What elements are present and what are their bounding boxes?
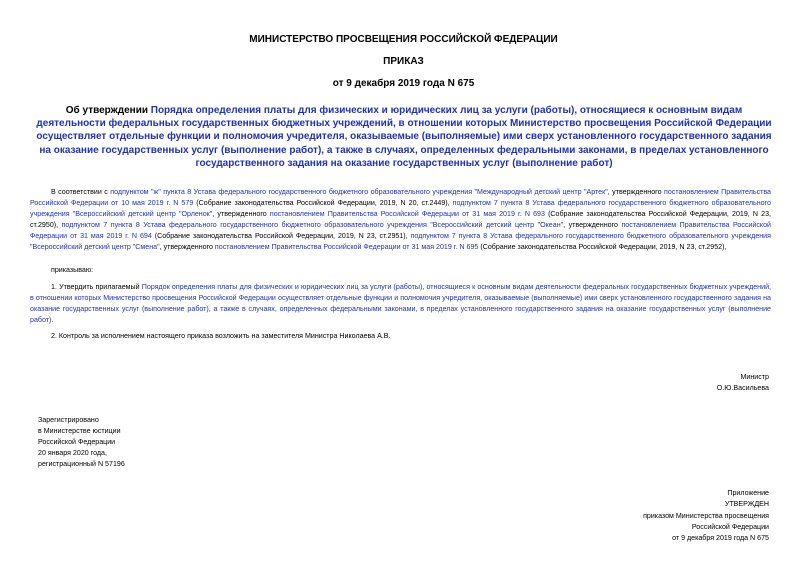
- registration-block: [38, 415, 125, 470]
- registration-line: регистрационный N 57196: [38, 460, 125, 468]
- signatory-name: О.Ю.Васильева: [716, 384, 769, 392]
- registration-line: 20 января 2020 года,: [38, 449, 107, 457]
- title-prefix: Об утверждении: [65, 105, 151, 116]
- preamble-text: (Собрание законодательства Российской Федерации, 2019, N 23, ст.2952),: [478, 243, 727, 251]
- preamble-text: (Собрание законодательства Российской Федерации, 2019, N 23, ст.2950),: [30, 210, 772, 229]
- title-order-link[interactable]: Порядка определения платы для физических и юридических лиц за услуги (работы), относящиеся к основным видам деятельности федеральных государственных бюджетных учреждений, в отношении которых Министерство просвещения Российской Федерации осуществляет отдельные функции и полномочия учредителя, оказываемые (выполняемые) ими сверх установленного государственного задания на оказание государственных услуг (выполнение работ), а также в случаях, определенных федеральными законами, в пределах установленного государственного задания на оказание государственных услуг (выполнение работ): [36, 105, 772, 169]
- order-word: приказываю:: [51, 266, 94, 274]
- preamble-text: В соответствии с: [51, 188, 111, 196]
- link-resolution-694[interactable]: постановлением Правительства Российской Федерации от 31 мая 2019 г. N 694: [30, 221, 771, 240]
- signatory-position: Министр: [740, 373, 769, 381]
- preamble-text: , утвержденного: [212, 210, 270, 218]
- approval-line: приказом Министерства просвещения: [643, 511, 769, 520]
- preamble-text: (Собрание законодательства Российской Федерации, 2019, N 20, ст.2449),: [193, 199, 453, 207]
- approval-line: Российской Федерации: [691, 522, 769, 531]
- link-resolution-693[interactable]: постановлением Правительства Российской Федерации от 31 мая 2019 г. N 693: [269, 210, 545, 218]
- link-approved-order[interactable]: Порядок определения платы для физических и юридических лиц за услуги (работы), относящиеся к основным видам деятельности федеральных государственных бюджетных учреждений, в отношении которых Министерство просвещения Российской Федерации осуществляет отдельные функции и полномочия учредителя, оказываемые (выполняемые) ими сверх установленного государственного задания на оказание государственных услуг (выполнение работ), а также в случаях, определенных федеральными законами, в пределах установленного государственного задания на оказание государственных услуг (выполнение работ): [30, 283, 771, 324]
- item1-suffix: .: [51, 316, 54, 324]
- approval-line: от 9 декабря 2019 года N 675: [672, 534, 769, 543]
- preamble-text: , утвержденного: [159, 243, 215, 251]
- ministry-heading: МИНИСТЕРСТВО ПРОСВЕЩЕНИЯ РОССИЙСКОЙ ФЕДЕРАЦИИ: [249, 34, 558, 45]
- link-resolution-579[interactable]: постановлением Правительства Российской Федерации от 10 мая 2019 г. N 579: [30, 188, 771, 207]
- order-item-2: 2. Контроль за исполнением настоящего приказа возложить на заместителя Министра Николаева А.В.: [51, 332, 391, 340]
- preamble-paragraph: [30, 187, 771, 253]
- item1-prefix: 1. Утвердить прилагаемый: [51, 283, 142, 291]
- approval-line: Приложение: [727, 489, 769, 497]
- approval-block: [643, 488, 769, 544]
- document-title: [30, 104, 778, 170]
- registration-line: Зарегистрировано: [38, 416, 99, 424]
- registration-line: Российской Федерации: [38, 438, 116, 446]
- link-smena-charter[interactable]: подпунктом 7 пункта 8 Устава федерального государственного бюджетного образовательного учреждения "Всероссийский детский центр "Смена": [30, 232, 771, 251]
- preamble-text: (Собрание законодательства Российской Федерации, 2019, N 23, ст.2951),: [151, 232, 411, 240]
- approval-line: УТВЕРЖДЕН: [724, 500, 769, 509]
- link-resolution-695[interactable]: постановлением Правительства Российской Федерации от 31 мая 2019 г. N 695: [214, 243, 479, 251]
- doc-date-number: от 9 декабря 2019 года N 675: [332, 78, 475, 89]
- link-okean-charter[interactable]: подпунктом 7 пункта 8 Устава федерального государственного бюджетного образовательного учреждения "Всероссийский детский центр "Океан": [61, 221, 564, 229]
- preamble-text: , утвержденного: [563, 221, 622, 229]
- order-item-1: [30, 282, 771, 326]
- doc-type-heading: ПРИКАЗ: [383, 56, 424, 67]
- link-artek-charter[interactable]: подпунктом "ж" пункта 8 Устава федерального государственного бюджетного образовательного учреждения "Международный детский центр "Артек": [110, 188, 608, 196]
- preamble-text: , утвержденного: [607, 188, 664, 196]
- registration-line: в Министерстве юстиции: [38, 427, 121, 435]
- link-orlenok-charter[interactable]: подпунктом 7 пункта 8 Устава федерального государственного бюджетного образовательного учреждения "Всероссийский детский центр "Орленок": [30, 199, 771, 218]
